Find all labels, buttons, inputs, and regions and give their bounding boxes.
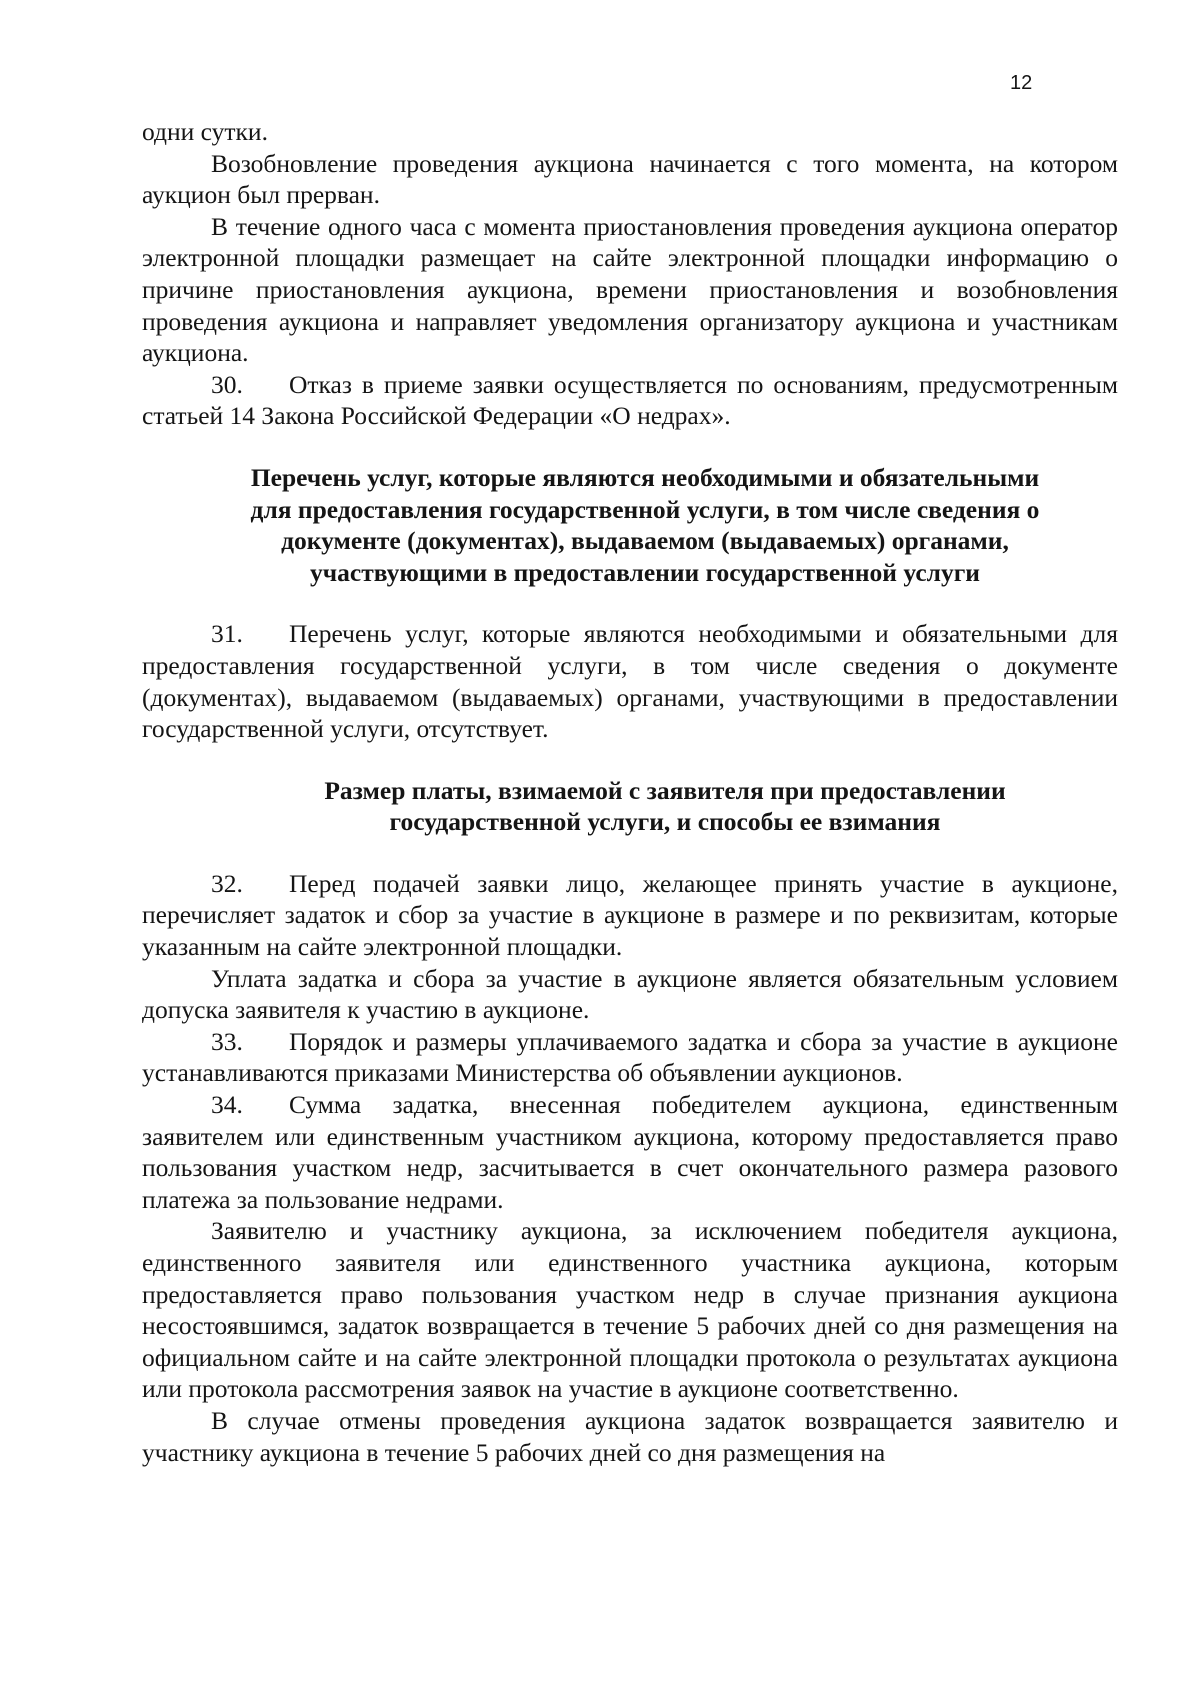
- heading-line: Перечень услуг, которые являются необходимыми и обязательными: [250, 462, 1040, 492]
- heading-line: документе (документах), выдаваемом (выдаваемых) органами,: [281, 526, 1009, 556]
- section-heading-fees: [142, 775, 1118, 838]
- paragraph-31: [142, 618, 1118, 744]
- document-body: [142, 116, 1118, 1468]
- paragraph-deposit-return: Заявителю и участнику аукциона, за исключением победителя аукциона, единственного заявителя или единственного участника аукциона, которым предоставляется право пользования участком недр в случае признания аукциона несостоявшимся, задаток возвращается в течение 5 рабочих дней со дня размещения на официальном сайте и на сайте электронной площадки протокола о результатах аукциона или протокола рассмотрения заявок на участие в аукционе соответственно.: [142, 1216, 1118, 1404]
- paragraph-34: [142, 1089, 1118, 1215]
- paragraph-resumption: Возобновление проведения аукциона начинается с того момента, на котором аукцион был прерван.: [142, 148, 1118, 210]
- paragraph-33: [142, 1026, 1118, 1089]
- paragraph-number: 31.: [211, 619, 243, 649]
- paragraph-number: 33.: [211, 1026, 243, 1056]
- paragraph-text: Сумма задатка, внесенная победителем аукциона, единственным заявителем или единственным участником аукциона, которому предоставляется право пользования участком недр, засчитывается в счет окончательного размера разового платежа за пользование недрами.: [142, 1090, 1118, 1214]
- section-heading-services: [142, 462, 1118, 588]
- paragraph-cancellation-return: В случае отмены проведения аукциона задаток возвращается заявителю и участнику аукциона в течение 5 рабочих дней со дня размещения на: [142, 1405, 1118, 1467]
- heading-line: Размер платы, взимаемой с заявителя при предоставлении: [324, 775, 1006, 805]
- paragraph-deposit-condition: Уплата задатка и сбора за участие в аукционе является обязательным условием допуска заявителя к участию в аукционе.: [142, 963, 1118, 1025]
- paragraph-continuation: одни сутки.: [142, 117, 268, 146]
- paragraph-number: 30.: [211, 369, 243, 399]
- page-number: 12: [1010, 72, 1033, 94]
- paragraph-text: Отказ в приеме заявки осуществляется по основаниям, предусмотренным статьей 14 Закона Российской Федерации «О недрах».: [142, 369, 1118, 431]
- paragraph-number: 32.: [211, 868, 243, 898]
- paragraph-text: Перечень услуг, которые являются необходимыми и обязательными для предоставления государственной услуги, в том числе сведения о документе (документах), выдаваемом (выдаваемых) органами, участвующими в предоставлении государственной услуги, отсутствует.: [142, 619, 1118, 744]
- heading-line: для предоставления государственной услуги, в том числе сведения о: [250, 494, 1040, 524]
- heading-line: участвующими в предоставлении государственной услуги: [310, 557, 980, 587]
- paragraph-30: [142, 369, 1118, 432]
- paragraph-32: [142, 868, 1118, 963]
- paragraph-text: Порядок и размеры уплачиваемого задатка и сбора за участие в аукционе устанавливаются приказами Министерства об объявлении аукционов.: [142, 1026, 1118, 1088]
- paragraph-number: 34.: [211, 1090, 243, 1120]
- heading-line: государственной услуги, и способы ее взимания: [389, 807, 941, 837]
- paragraph-text: Перед подачей заявки лицо, желающее принять участие в аукционе, перечисляет задаток и сбор за участие в аукционе в размере и по реквизитам, которые указанным на сайте электронной площадки.: [142, 868, 1118, 962]
- paragraph-suspension-notice: В течение одного часа с момента приостановления проведения аукциона оператор электронной площадки размещает на сайте электронной площадки информацию о причине приостановления аукциона, времени приостановления и возобновления проведения аукциона и направляет уведомления организатору аукциона и участникам аукциона.: [142, 211, 1118, 368]
